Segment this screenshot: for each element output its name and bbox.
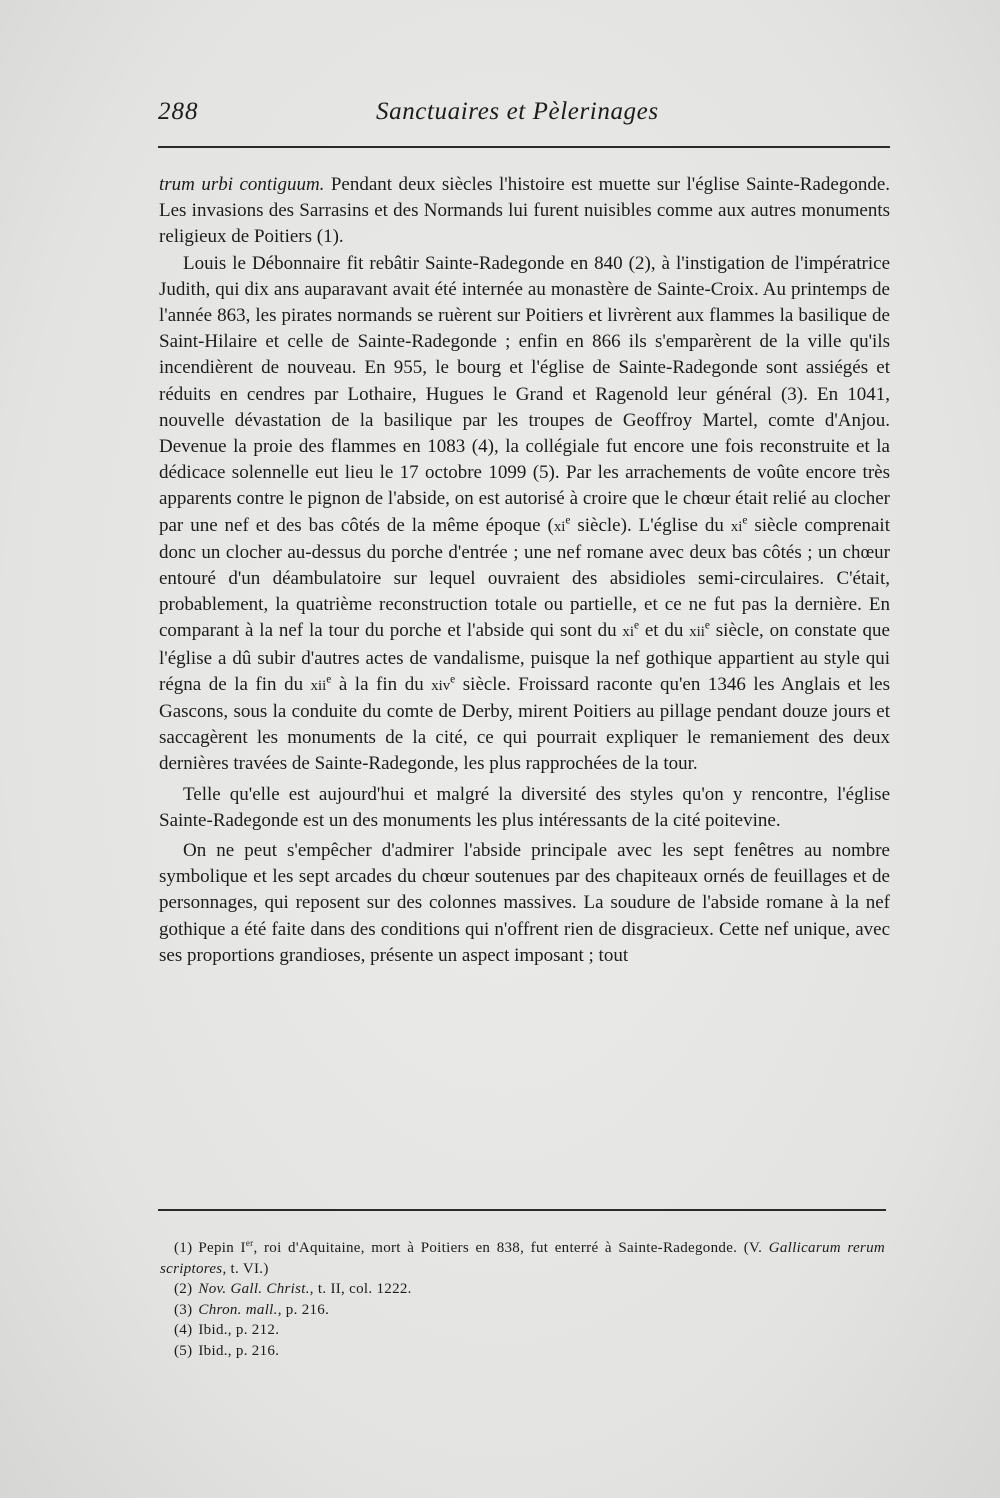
footnote-text: Ibid., p. 216.: [198, 1342, 280, 1359]
century-superscript: e: [326, 673, 332, 686]
footnote-text: , roi d'Aquitaine, mort à Poitiers en 838, fut enterré à Sainte-Radegonde. (V.: [253, 1240, 769, 1256]
footnote-marker: (3): [174, 1301, 193, 1318]
footnote-text: , p. 216.: [277, 1301, 330, 1318]
paragraph-1: [159, 172, 890, 251]
paragraph-2-text-a: Louis le Débonnaire fit rebâtir Sainte-Radegonde en 840 (2), à l'instigation de l'impératrice Judith, qui dix ans auparavant avait été internée au monastère de Sainte-Croix. Au printemps de l'année 863, les pirates normands se ruèrent sur Poitiers et livrèrent aux flammes la basilique de Saint-Hilaire et celle de Sainte-Radegonde ; enfin en 866 ils s'emparèrent de la ville qu'ils incendièrent de nouveau. En 955, le bourg et l'église de Sainte-Radegonde sont assiégés et réduits en cendres par Lothaire, Hugues le Grand et Ragenold leur général (3). En 1041, nouvelle dévastation de la basilique par les troupes de Geoffroy Martel, comte d'Anjou. Devenue la proie des flammes en 1083 (4), la collégiale fut encore une fois reconstruite et la dédicace solennelle eut lieu le 17 octobre 1099 (5). Par les arrachements de voûte encore très apparents contre le pignon de l'abside, on est autorisé à croire que le chœur était relié au clocher par une nef et des bas côtés de la même époque (: [159, 252, 890, 536]
century-superscript: e: [704, 620, 710, 633]
footnote-4: [160, 1320, 885, 1341]
paragraph-2-text-d: et du: [639, 620, 690, 642]
footnote-3: [160, 1300, 885, 1321]
century-numeral: xiv: [431, 677, 451, 694]
footnote-text: , t. VI.): [222, 1260, 269, 1277]
page-header: [158, 98, 888, 132]
footnote-text: Ibid., p. 212.: [198, 1322, 280, 1339]
footnote-title: Gallicarum rerum scriptores: [160, 1240, 885, 1277]
footnote-5: [160, 1341, 885, 1362]
century-numeral: xii: [310, 677, 327, 694]
paragraph-2: [159, 251, 890, 778]
century-numeral: xi: [730, 518, 743, 535]
body-text: [159, 172, 890, 969]
paragraph-1-text: Pendant deux siècles l'histoire est muette sur l'église Sainte-Radegonde. Les invasions des Sarrasins et des Normands lui furent nuisibles comme aux autres monuments religieux de Poitiers (1).: [159, 174, 890, 248]
footnote-text: , t. II, col. 1222.: [309, 1281, 412, 1298]
latin-quote: trum urbi contiguum.: [159, 174, 325, 195]
paragraph-2-text-g: siècle. Froissard raconte qu'en 1346 les Anglais et les Gascons, sous la conduite du comte de Derby, mirent Poitiers au pillage pendant douze jours et saccagèrent les monuments de la cité, ce qui pourrait expliquer le remaniement des deux dernières travées de Sainte-Radegonde, les plus rapprochées de la tour.: [159, 673, 890, 775]
paragraph-2-text-b: siècle). L'église du: [570, 514, 731, 536]
page-number: 288: [158, 98, 199, 125]
century-numeral: xii: [689, 624, 705, 641]
footnote-rule: [158, 1209, 886, 1211]
header-rule: [158, 146, 890, 148]
footnote-title: Nov. Gall. Christ.: [198, 1281, 310, 1298]
footnote-title: Chron. mall.: [198, 1301, 278, 1318]
footnotes: [160, 1238, 885, 1362]
century-superscript: e: [450, 673, 456, 686]
footnote-2: [160, 1279, 885, 1300]
footnote-marker: (2): [174, 1281, 193, 1298]
paragraph-2-text-e: siècle, on constate que l'église a dû subir d'autres actes de vandalisme, puisque la nef gothique appartient au style qui régna de la fin du: [159, 620, 890, 695]
paragraph-4: On ne peut s'empêcher d'admirer l'abside principale avec les sept fenêtres au nombre symbolique et les sept arcades du chœur soutenues par des chapiteaux ornés de feuillages et de personnages, qui reposent sur des colonnes massives. La soudure de l'abside romane à la nef gothique a été faite dans des conditions qui n'offrent rien de disgracieux. Cette nef unique, avec ses proportions grandioses, présente un aspect imposant ; tout: [159, 840, 890, 966]
paragraph-2-text-f: à la fin du: [331, 673, 432, 695]
century-numeral: xi: [622, 624, 634, 641]
century-superscript: e: [742, 514, 748, 527]
running-title: Sanctuaires et Pèlerinages: [376, 98, 659, 125]
century-superscript: e: [565, 514, 571, 527]
footnote-1: [160, 1238, 885, 1279]
paragraph-2-text-c: siècle comprenait donc un clocher au-dessus du porche d'entrée ; une nef romane avec deux bas côtés ; un chœur entouré d'un déambulatoire sur lequel ouvraient des absidioles semi-circulaires. C'était, probablement, la quatrième reconstruction totale ou partielle, et ce ne fut pas la dernière. En comparant à la nef la tour du porche et l'abside qui sont du: [159, 514, 890, 642]
paragraph-3: Telle qu'elle est aujourd'hui et malgré la diversité des styles qu'on y rencontre, l'église Sainte-Radegonde est un des monuments les plus intéressants de la cité poitevine.: [159, 783, 890, 831]
footnote-marker: (1): [174, 1240, 193, 1256]
footnote-marker: (5): [174, 1342, 193, 1359]
footnote-text: Pepin I: [198, 1240, 246, 1256]
century-numeral: xi: [553, 518, 566, 535]
century-superscript: e: [633, 620, 640, 633]
footnote-marker: (4): [174, 1322, 193, 1339]
footnote-superscript: er: [245, 1238, 254, 1248]
